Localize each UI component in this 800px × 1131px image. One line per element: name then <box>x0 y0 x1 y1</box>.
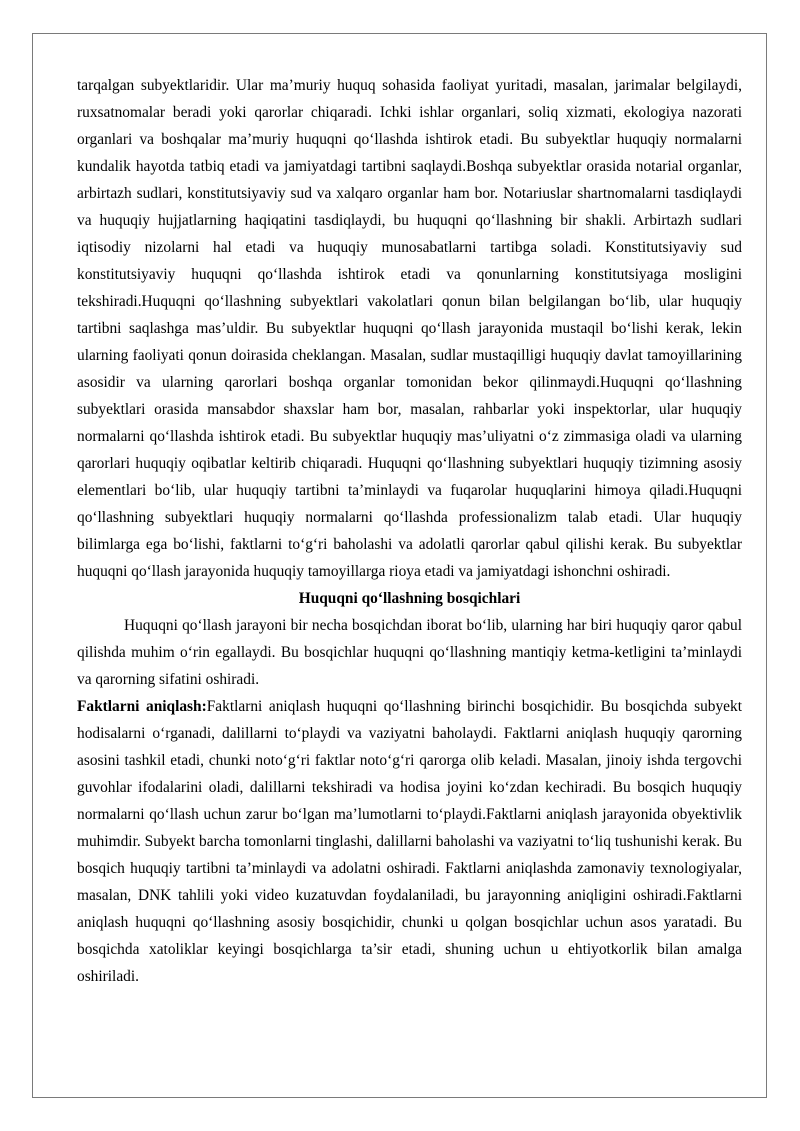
facts-term: Faktlarni aniqlash: <box>77 698 207 715</box>
paragraph-facts <box>77 693 742 990</box>
paragraph-stages-intro: Huquqni qo‘llash jarayoni bir necha bosqichdan iborat bo‘lib, ularning har biri huquqiy qaror qabul qilishda muhim o‘rin egallaydi. Bu bosqichlar huquqni qo‘llashning mantiqiy ketma-ketligini ta’minlaydi va qarorning sifatini oshiradi. <box>77 617 742 688</box>
document-body <box>77 72 742 990</box>
facts-text: Faktlarni aniqlash huquqni qo‘llashning birinchi bosqichidir. Bu bosqichda subyekt hodisalarni o‘rganadi, dalillarni to‘playdi va vaziyatni baholaydi. Faktlarni aniqlash huquqiy qarorning asosini tashkil etadi, chunki noto‘g‘ri faktlar noto‘g‘ri qarorga olib keladi. Masalan, jinoiy ishda tergovchi guvohlar ifodalarini oladi, dalillarni tekshiradi va hodisa joyini ko‘zdan kechiradi. Bu bosqich huquqiy normalarni qo‘llash uchun zarur bo‘lgan ma’lumotlarni to‘playdi.Faktlarni aniqlash jarayonida obyektivlik muhimdir. Subyekt barcha tomonlarni tinglashi, dalillarni baholashi va vaziyatni to‘liq tushunishi kerak. Bu bosqich huquqiy tartibni ta’minlaydi va adolatni oshiradi. Faktlarni aniqlashda zamonaviy texnologiyalar, masalan, DNK tahlili yoki video kuzatuvdan foydalaniladi, bu jarayonning aniqligini oshiradi.Faktlarni aniqlash huquqni qo‘llashning asosiy bosqichidir, chunki u qolgan bosqichlar uchun asos yaratadi. Bu bosqichda xatoliklar keyingi bosqichlarga ta’sir etadi, shuning uchun u ehtiyotkorlik bilan amalga oshiriladi. <box>77 698 742 985</box>
paragraph-subjects: tarqalgan subyektlaridir. Ular ma’muriy huquq sohasida faoliyat yuritadi, masalan, jarimalar belgilaydi, ruxsatnomalar beradi yoki qarorlar chiqaradi. Ichki ishlar organlari, soliq xizmati, ekologiya nazorati organlari va boshqalar ma’muriy huquqni qo‘llashda ishtirok etadi. Bu subyektlar huquqiy normalarni kundalik hayotda tatbiq etadi va jamiyatdagi tartibni saqlaydi.Boshqa subyektlar orasida notarial organlar, arbirtazh sudlari, konstitutsiyaviy sud va xalqaro organlar ham bor. Notariuslar shartnomalarni tasdiqlaydi va huquqiy hujjatlarning haqiqatini tasdiqlaydi, bu huquqni qo‘llashning bir shakli. Arbirtazh sudlari iqtisodiy nizolarni hal etadi va huquqiy munosabatlarni tartibga soladi. Konstitutsiyaviy sud konstitutsiyaviy huquqni qo‘llashda ishtirok etadi va qonunlarning konstitutsiyaga mosligini tekshiradi.Huquqni qo‘llashning subyektlari vakolatlari qonun bilan belgilangan bo‘lib, ular huquqiy tartibni saqlashga mas’uldir. Bu subyektlar huquqni qo‘llash jarayonida mustaqil bo‘lishi kerak, lekin ularning faoliyati qonun doirasida cheklangan. Masalan, sudlar mustaqilligi huquqiy davlat tamoyillarining asosidir va ularning qarorlari boshqa organlar tomonidan bekor qilinmaydi.Huquqni qo‘llashning subyektlari orasida mansabdor shaxslar ham bor, masalan, rahbarlar yoki inspektorlar, ular huquqiy normalarni qo‘llashda ishtirok etadi. Bu subyektlar huquqiy mas’uliyatni o‘z zimmasiga oladi va ularning qarorlari huquqiy oqibatlar keltirib chiqaradi. Huquqni qo‘llashning subyektlari huquqiy tizimning asosiy elementlari bo‘lib, ular huquqiy tartibni ta’minlaydi va fuqarolar huquqlarini himoya qiladi.Huquqni qo‘llashning subyektlari huquqiy normalarni qo‘llashda professionalizm talab etadi. Ular huquqiy bilimlarga ega bo‘lishi, faktlarni to‘g‘ri baholashi va adolatli qarorlar qabul qilishi kerak. Bu subyektlar huquqni qo‘llash jarayonida huquqiy tamoyillarga rioya etadi va jamiyatdagi ishonchni oshiradi. <box>77 77 742 580</box>
section-heading: Huquqni qo‘llashning bosqichlari <box>298 590 521 607</box>
